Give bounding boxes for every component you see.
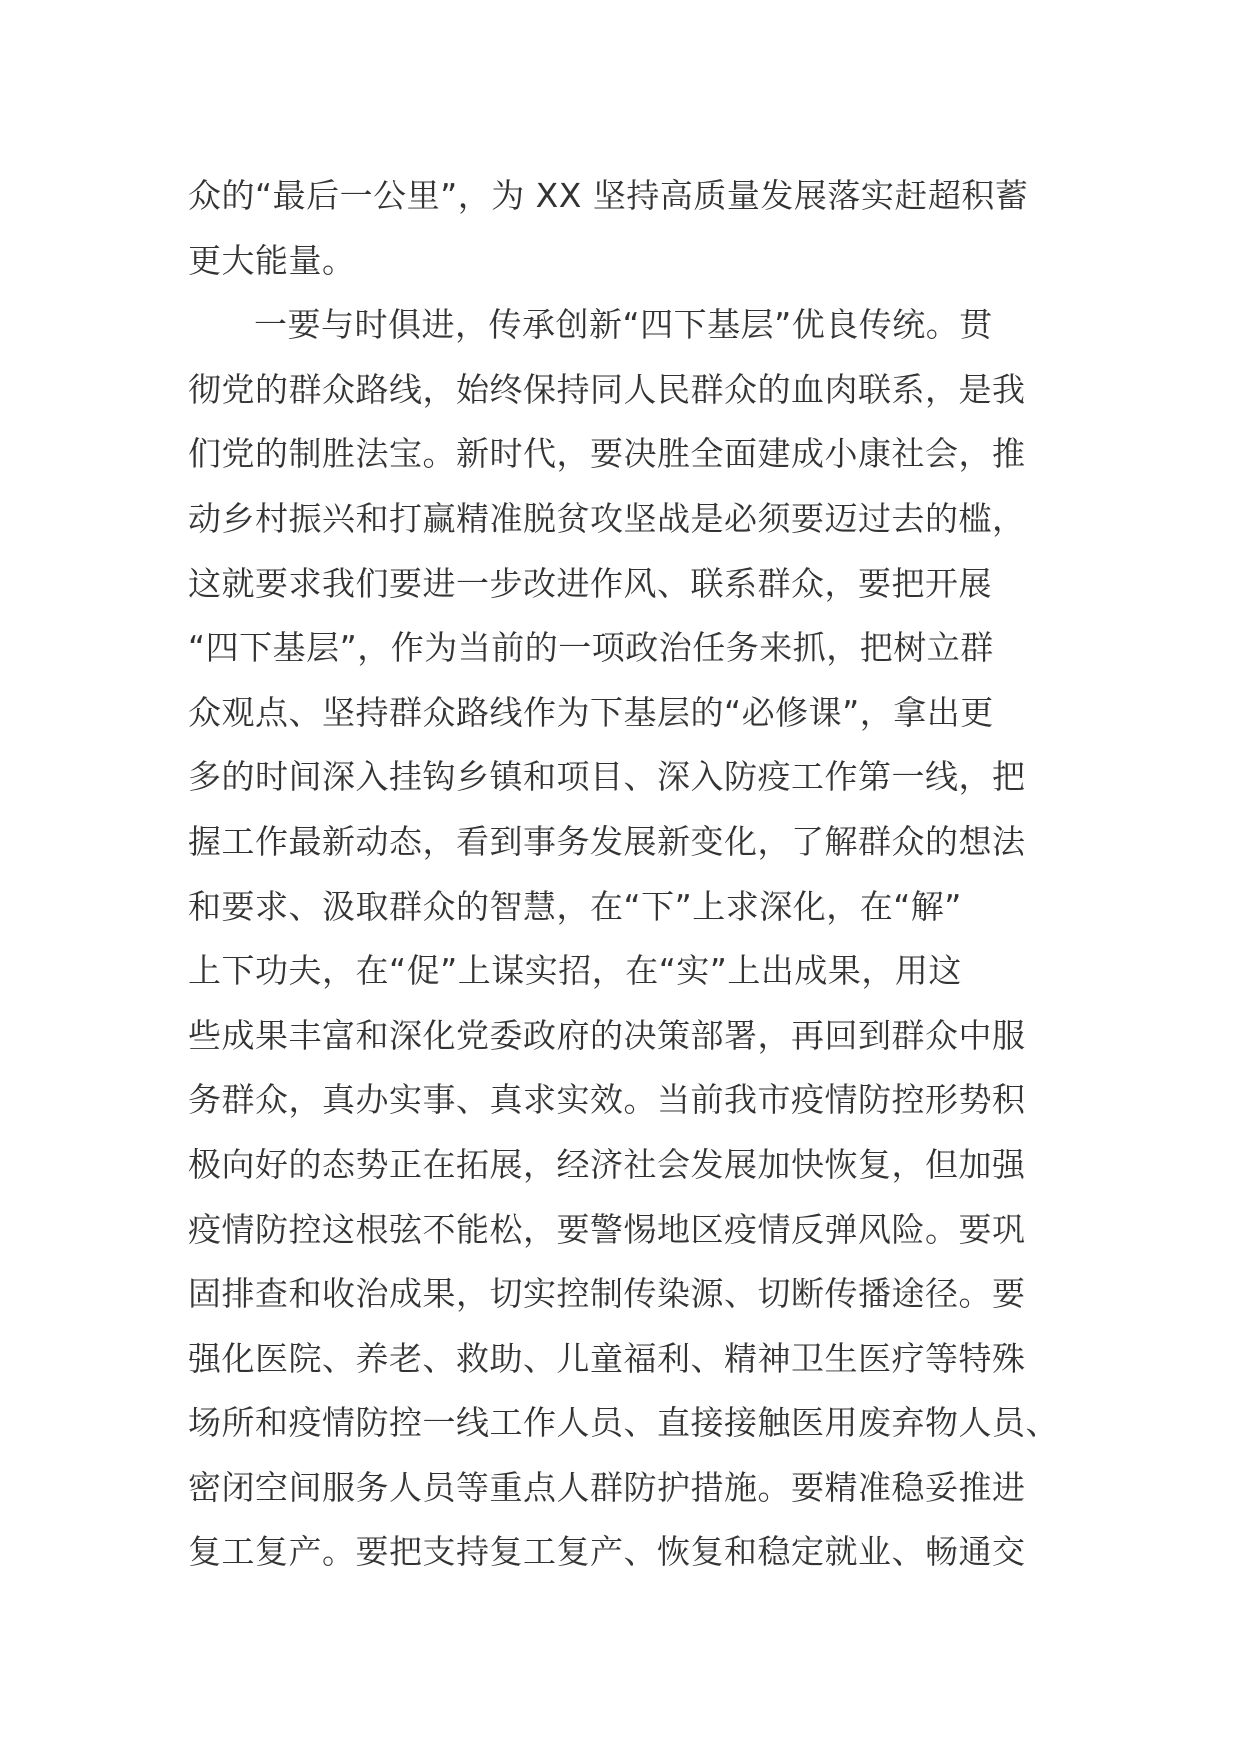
body-text (188, 164, 1068, 1585)
text-line: 彻党的群众路线，始终保持同人民群众的血肉联系，是我 (188, 369, 1026, 409)
text-line: 场所和疫情防控一线工作人员、直接接触医用废弃物人员、 (188, 1403, 1059, 1443)
paragraph-start-line: 一要与时俱进，传承创新“四下基层”优良传统。贯 (254, 305, 993, 345)
text-line: 这就要求我们要进一步改进作风、联系群众，要把开展 (188, 563, 992, 603)
text-line: 复工复产。要把支持复工复产、恢复和稳定就业、畅通交 (188, 1532, 1026, 1572)
text-line: 们党的制胜法宝。新时代，要决胜全面建成小康社会，推 (188, 434, 1026, 474)
text-line: 务群众，真办实事、真求实效。当前我市疫情防控形势积 (188, 1080, 1026, 1120)
text-line: 上下功夫，在“促”上谋实招，在“实”上出成果，用这 (188, 951, 962, 991)
text-line: 疫情防控这根弦不能松，要警惕地区疫情反弹风险。要巩 (188, 1209, 1026, 1249)
text-line: 众观点、坚持群众路线作为下基层的“必修课”，拿出更 (188, 692, 994, 732)
text-line: 多的时间深入挂钩乡镇和项目、深入防疫工作第一线，把 (188, 757, 1026, 797)
text-line: 极向好的态势正在拓展，经济社会发展加快恢复，但加强 (188, 1144, 1026, 1184)
text-line: 固排查和收治成果，切实控制传染源、切断传播途径。要 (188, 1274, 1026, 1314)
text-line: 握工作最新动态，看到事务发展新变化，了解群众的想法 (188, 821, 1026, 861)
text-line: 更大能量。 (188, 240, 356, 280)
text-line: 密闭空间服务人员等重点人群防护措施。要精准稳妥推进 (188, 1467, 1026, 1507)
text-line: 众的“最后一公里”，为 XX 坚持高质量发展落实赶超积蓄 (188, 176, 1029, 215)
text-line: “四下基层”，作为当前的一项政治任务来抓，把树立群 (188, 628, 994, 668)
text-line: 动乡村振兴和打赢精准脱贫攻坚战是必须要迈过去的槛， (188, 498, 1026, 538)
text-line: 强化医院、养老、救助、儿童福利、精神卫生医疗等特殊 (188, 1338, 1026, 1378)
text-line: 些成果丰富和深化党委政府的决策部署，再回到群众中服 (188, 1015, 1026, 1055)
text-line: 和要求、汲取群众的智慧，在“下”上求深化，在“解” (188, 886, 962, 926)
